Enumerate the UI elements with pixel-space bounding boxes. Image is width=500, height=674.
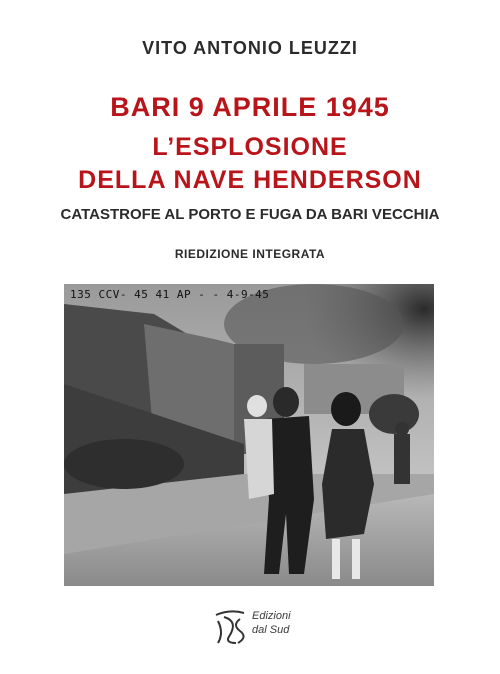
author-name: VITO ANTONIO LEUZZI xyxy=(142,38,358,58)
book-title-line-1: BARI 9 APRILE 1945 xyxy=(110,92,390,122)
photo-caption-strip: 135 CCV- 45 41 AP - - 4-9-45 xyxy=(70,288,270,301)
book-title-line-3: DELLA NAVE HENDERSON xyxy=(78,166,422,194)
publisher-logo xyxy=(210,605,252,652)
publisher-name xyxy=(252,609,291,637)
publisher-line-2: dal Sud xyxy=(252,624,290,636)
book-subtitle: CATASTROFE AL PORTO E FUGA DA BARI VECCHIA xyxy=(60,206,440,223)
publisher-line-1: Edizioni xyxy=(252,610,291,622)
edition-label: RIEDIZIONE INTEGRATA xyxy=(174,247,326,261)
cover-photo xyxy=(64,284,434,586)
historical-photo-icon xyxy=(64,284,434,586)
book-title-line-2: L’ESPLOSIONE xyxy=(152,133,348,161)
eds-logo-icon xyxy=(210,605,252,647)
